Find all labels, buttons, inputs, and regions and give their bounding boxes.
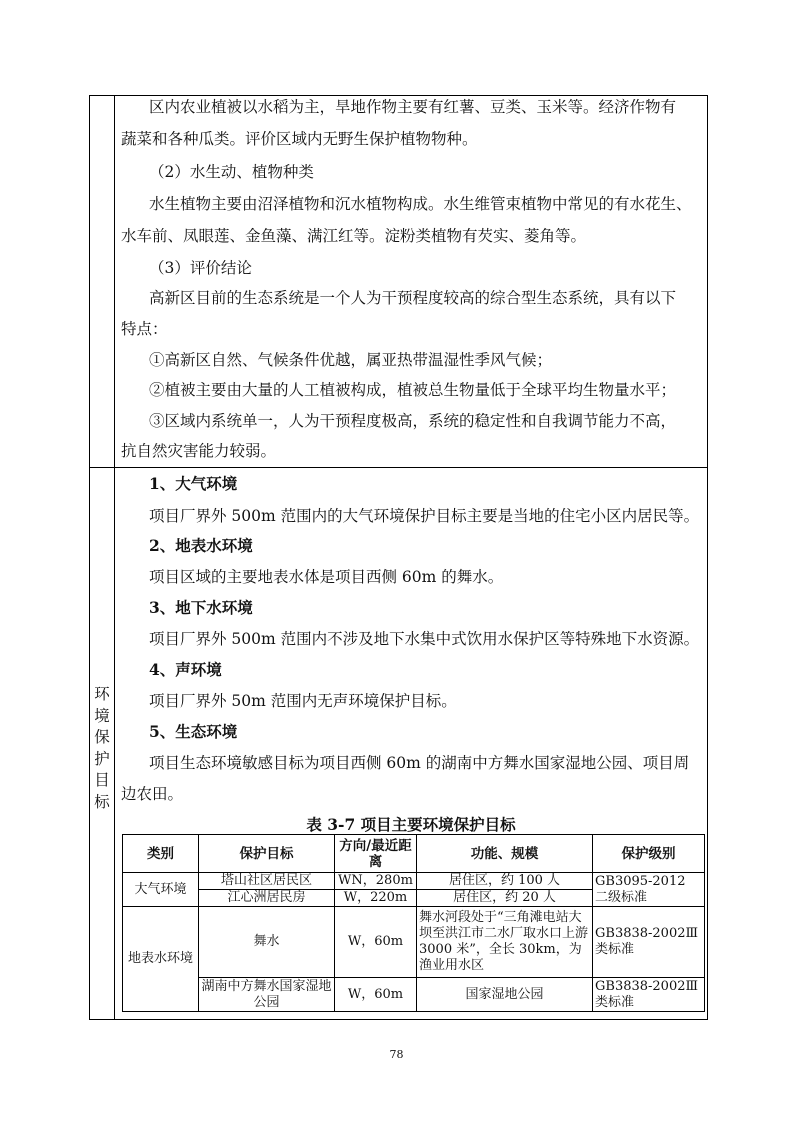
eco-line: 高新区目前的生态系统是一个人为干预程度较高的综合型生态系统，具有以下 (149, 289, 677, 307)
eco-line: 水生植物主要由沼泽植物和沉水植物构成。水生维管束植物中常见的有水花生、 (149, 195, 692, 213)
side-char: 保 (94, 728, 110, 746)
cell-category: 地表水环境 (123, 907, 199, 1012)
side-char: 目 (94, 771, 110, 789)
side-char: 境 (94, 706, 110, 725)
cell-target: 江心洲居民房 (199, 890, 335, 907)
header-target: 保护目标 (199, 835, 335, 873)
eco-line: 区内农业植被以水稻为主，旱地作物主要有红薯、豆类、玉米等。经济作物有 (149, 98, 677, 116)
heading-ecology: 5、生态环境 (149, 722, 238, 741)
cell-function: 国家湿地公园 (417, 978, 593, 1012)
cell-direction: W，60m (335, 978, 417, 1012)
eco-line: 特点： (121, 320, 168, 338)
cell-target: 舞水 (199, 907, 335, 978)
para-groundwater: 项目厂界外 500m 范围内不涉及地下水集中式饮用水保护区等特殊地下水资源。 (149, 630, 700, 648)
para-surface-water: 项目区域的主要地表水体是项目西侧 60m 的舞水。 (149, 568, 504, 586)
cell-level: GB3838-2002Ⅲ类标准 (593, 978, 705, 1012)
side-char: 标 (94, 792, 110, 811)
cell-target: 湖南中方舞水国家湿地公园 (199, 978, 335, 1012)
table-row (123, 907, 705, 978)
para-ecology-cont: 边农田。 (121, 785, 184, 803)
eco-point: ②植被主要由大量的人工植被构成，植被总生物量低于全球平均生物量水平； (149, 381, 677, 399)
cell-direction: W，60m (335, 907, 417, 978)
heading-surface-water: 2、地表水环境 (149, 536, 253, 555)
header-function: 功能、规模 (417, 835, 593, 873)
header-level: 保护级别 (593, 835, 705, 873)
side-char: 护 (94, 749, 110, 768)
eco-point: ③区域内系统单一，人为干预程度极高，系统的稳定性和自我调节能力不高， (149, 412, 677, 430)
para-air: 项目厂界外 500m 范围内的大气环境保护目标主要是当地的住宅小区内居民等。 (149, 507, 700, 525)
heading-groundwater: 3、地下水环境 (149, 598, 253, 617)
para-noise: 项目厂界外 50m 范围内无声环境保护目标。 (149, 692, 457, 710)
column-divider (114, 95, 115, 1020)
cell-level: GB3095-2012 二级标准 (593, 873, 705, 907)
cell-function: 舞水河段处于“三角滩电站大坝至洪江市二水厂取水口上游 3000 米”，全长 30km，为渔业用水区 (417, 907, 593, 978)
eco-line: 水车前、凤眼莲、金鱼藻、满江红等。淀粉类植物有芡实、菱角等。 (121, 227, 587, 245)
page-number: 78 (389, 1048, 404, 1061)
header-direction: 方向/最近距离 (335, 835, 417, 873)
row-divider (89, 467, 708, 468)
side-char: 环 (94, 685, 110, 703)
table-header-row (123, 835, 705, 873)
table-caption: 表 3-7 项目主要环境保护目标 (306, 815, 516, 834)
heading-air: 1、大气环境 (149, 474, 238, 493)
side-label-env-protection (91, 684, 113, 813)
cell-target: 塔山社区居民区 (199, 873, 335, 890)
cell-direction: W，220m (335, 890, 417, 907)
cell-function: 居住区，约 20 人 (417, 890, 593, 907)
table-row (123, 873, 705, 890)
cell-level: GB3838-2002Ⅲ类标准 (593, 907, 705, 978)
para-ecology: 项目生态环境敏感目标为项目西侧 60m 的湖南中方舞水国家湿地公园、项目周 (149, 754, 690, 772)
cell-category: 大气环境 (123, 873, 199, 907)
eco-point: ①高新区自然、气候条件优越，属亚热带温湿性季风气候； (149, 351, 553, 369)
env-protection-table (122, 834, 705, 1012)
cell-function: 居住区，约 100 人 (417, 873, 593, 890)
eco-subheading: （3）评价结论 (149, 259, 252, 277)
header-category: 类别 (123, 835, 199, 873)
table-row (123, 978, 705, 1012)
heading-noise: 4、声环境 (149, 660, 222, 679)
eco-line: 蔬菜和各种瓜类。评价区域内无野生保护植物物种。 (121, 130, 478, 148)
eco-subheading: （2）水生动、植物种类 (149, 163, 314, 181)
eco-line: 抗自然灾害能力较弱。 (121, 442, 277, 460)
cell-direction: WN，280m (335, 873, 417, 890)
